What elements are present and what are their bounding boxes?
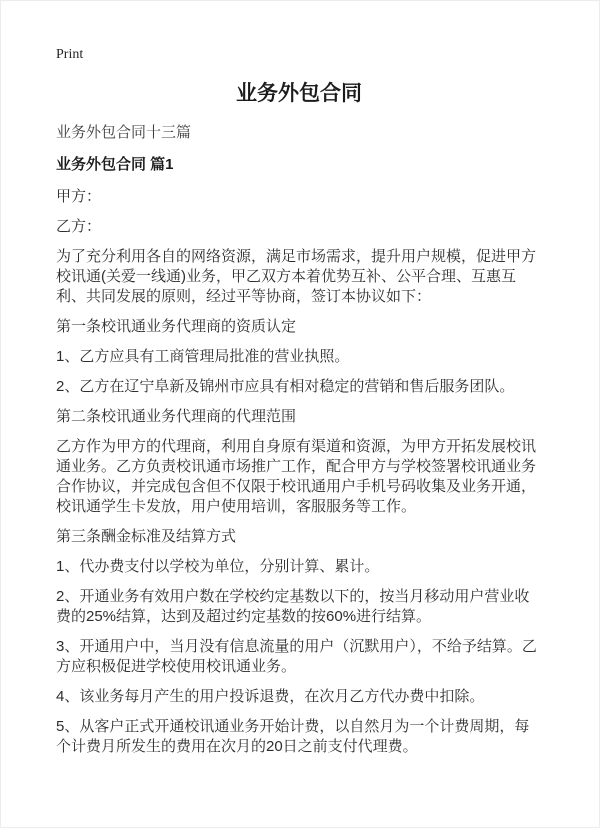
paragraph: 第一条校讯通业务代理商的资质认定 — [56, 318, 297, 335]
paragraph: 5、从客户正式开通校讯通业务开始计费，以自然月为一个计费周期，每个计费月所发生的费用在次月的20日之前支付代理费。 — [56, 718, 530, 755]
paragraph: 2、开通业务有效用户数在学校约定基数以下的，按当月移动用户营业收费的25%结算，达到及超过约定基数的按60%进行结算。 — [56, 588, 530, 625]
paragraph: 2、乙方在辽宁阜新及锦州市应具有相对稳定的营销和售后服务团队。 — [56, 378, 515, 395]
paragraph: 4、该业务每月产生的用户投诉退费，在次月乙方代办费中扣除。 — [56, 688, 485, 705]
print-link[interactable]: Print — [56, 47, 84, 62]
section-title: 业务外包合同 篇1 — [56, 156, 174, 173]
paragraph: 为了充分利用各自的网络资源，满足市场需求，提升用户规模，促进甲方校讯通(关爱一线通)业务，甲乙双方本着优势互补、公平合理、互惠互利、共同发展的原则，经过平等协商，签订本协议如下： — [56, 248, 537, 305]
paragraph: 乙方作为甲方的代理商，利用自身原有渠道和资源，为甲方开拓发展校讯通业务。乙方负责校讯通市场推广工作，配合甲方与学校签署校讯通业务合作协议，并完成包含但不仅限于校讯通用户手机号码收集及业务开通，校讯通学生卡发放，用户使用培训，客服服务等工作。 — [56, 438, 537, 515]
paragraph: 1、乙方应具有工商管理局批准的营业执照。 — [56, 348, 350, 365]
paragraph: 第二条校讯通业务代理商的代理范围 — [56, 408, 297, 425]
document-paragraphs — [56, 187, 542, 757]
paragraph: 1、代办费支付以学校为单位，分别计算、累计。 — [56, 558, 380, 575]
paragraph: 乙方： — [56, 218, 102, 235]
paragraph: 第三条酬金标准及结算方式 — [56, 528, 237, 545]
paragraph: 3、开通用户中，当月没有信息流量的用户（沉默用户），不给予结算。乙方应积极促进学校使用校讯通业务。 — [56, 638, 537, 675]
document-subtitle: 业务外包合同十三篇 — [56, 124, 192, 141]
document-title: 业务外包合同 — [236, 82, 362, 105]
paragraph: 甲方： — [56, 188, 102, 205]
